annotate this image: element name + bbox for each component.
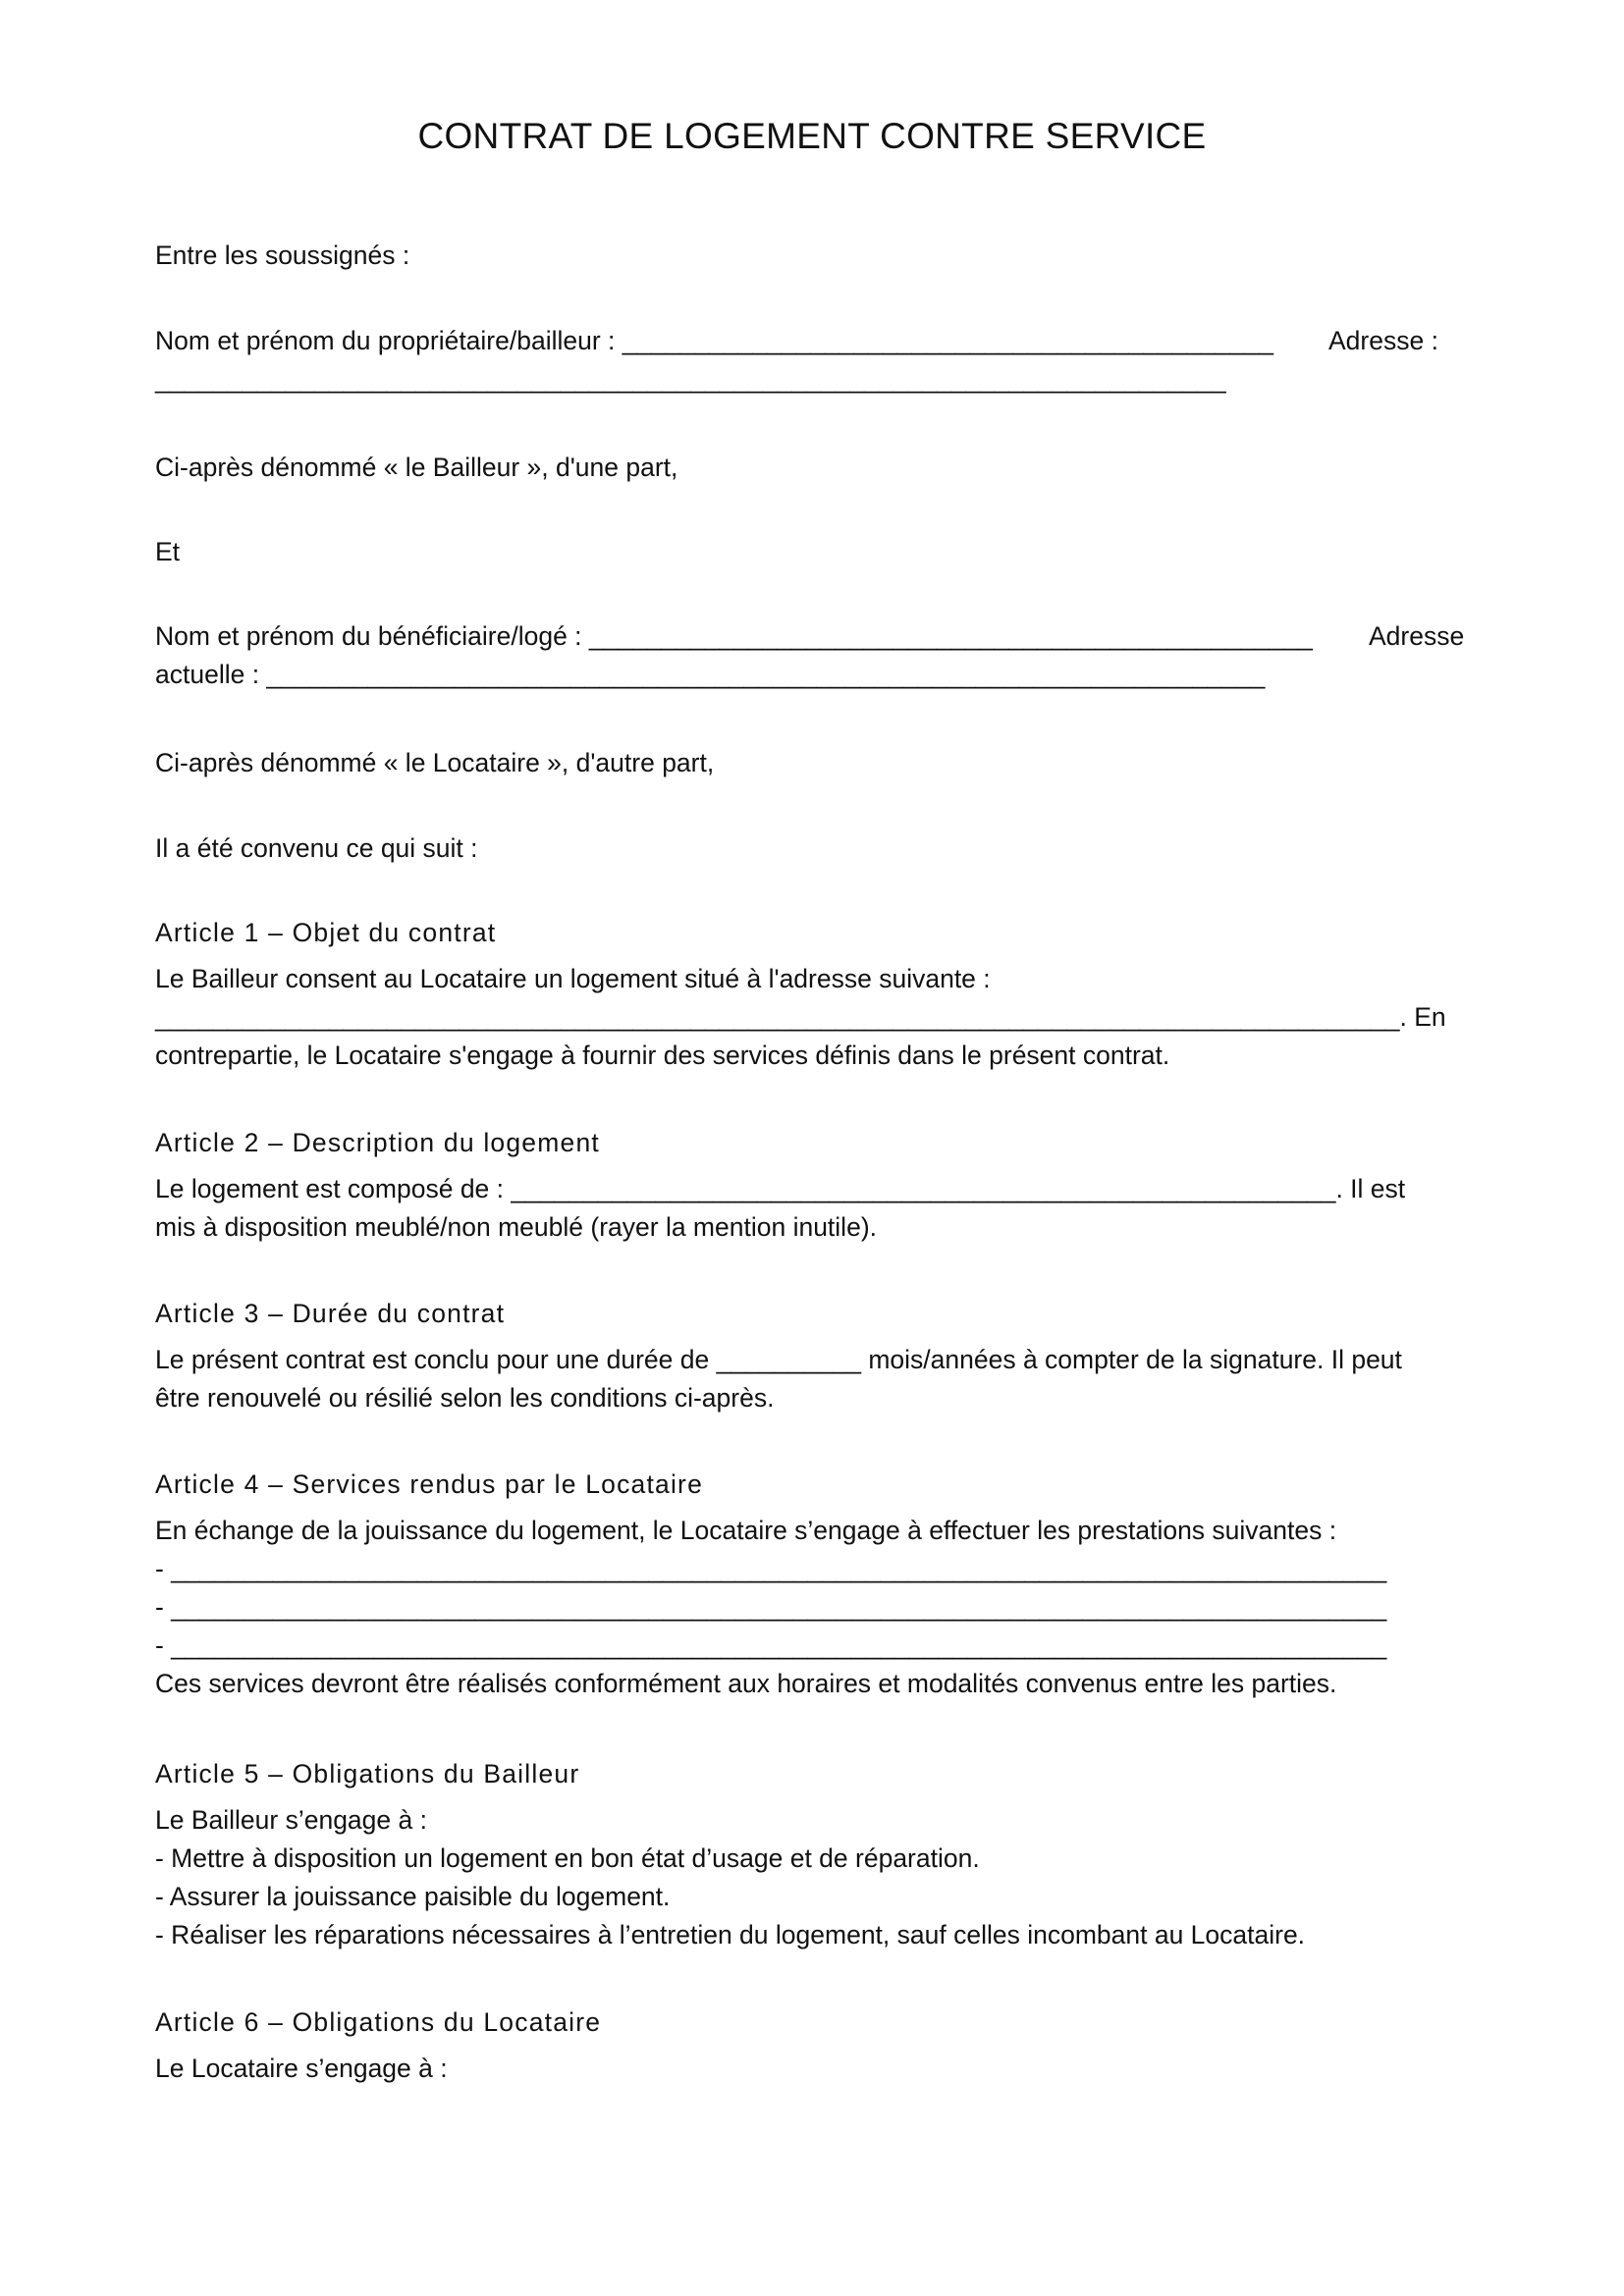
bailleur-name-line: Nom et prénom du propriétaire/bailleur : _____________________________________________: [155, 326, 1273, 355]
article-5-heading: Article 5 – Obligations du Bailleur: [155, 1759, 580, 1789]
locataire-address-line: actuelle : _____________________________________________________________________: [155, 660, 1266, 689]
article-1-line: contrepartie, le Locataire s'engage à fournir des services définis dans le présent contrat.: [155, 1041, 1170, 1070]
locataire-address-label: Adresse: [1369, 621, 1465, 651]
article-4-heading: Article 4 – Services rendus par le Locataire: [155, 1469, 704, 1499]
article-5-line: Le Bailleur s’engage à :: [155, 1805, 427, 1835]
article-4-blank-line: - ____________________________________________________________________________________: [155, 1554, 1387, 1583]
article-4-line: En échange de la jouissance du logement, le Locataire s’engage à effectuer les prestations suivantes :: [155, 1516, 1337, 1545]
convenu-text: Il a été convenu ce qui suit :: [155, 833, 478, 863]
article-5-line: - Assurer la jouissance paisible du logement.: [155, 1882, 671, 1911]
article-5-line: - Réaliser les réparations nécessaires à l’entretien du logement, sauf celles incombant au Locataire.: [155, 1920, 1306, 1949]
article-3-heading: Article 3 – Durée du contrat: [155, 1299, 506, 1328]
article-6-line: Le Locataire s’engage à :: [155, 2054, 448, 2083]
document-title: CONTRAT DE LOGEMENT CONTRE SERVICE: [417, 116, 1207, 156]
article-6-heading: Article 6 – Obligations du Locataire: [155, 2007, 602, 2037]
article-2-heading: Article 2 – Description du logement: [155, 1128, 600, 1157]
locataire-denomination: Ci-après dénommé « le Locataire », d'autre part,: [155, 748, 715, 777]
article-1-heading: Article 1 – Objet du contrat: [155, 918, 497, 947]
article-2-line: Le logement est composé de : _________________________________________________________. Il est: [155, 1174, 1406, 1203]
article-3-line: être renouvelé ou résilié selon les conditions ci-après.: [155, 1383, 775, 1413]
article-1-line: ______________________________________________________________________________________. En: [155, 1002, 1446, 1032]
article-3-line: Le présent contrat est conclu pour une durée de __________ mois/années à compter de la signature. Il peut: [155, 1345, 1402, 1374]
intro-text: Entre les soussignés :: [155, 240, 410, 270]
article-4-blank-line: - ____________________________________________________________________________________: [155, 1630, 1387, 1660]
bailleur-address-label: Adresse :: [1328, 326, 1438, 355]
article-5-line: - Mettre à disposition un logement en bon état d’usage et de réparation.: [155, 1843, 980, 1873]
locataire-name-line: Nom et prénom du bénéficiaire/logé : __________________________________________________: [155, 621, 1313, 651]
article-2-line: mis à disposition meublé/non meublé (rayer la mention inutile).: [155, 1212, 877, 1242]
bailleur-address-line: __________________________________________________________________________: [155, 364, 1226, 394]
et-text: Et: [155, 537, 181, 566]
article-1-line: Le Bailleur consent au Locataire un logement situé à l'adresse suivante :: [155, 964, 991, 993]
article-4-line: Ces services devront être réalisés conformément aux horaires et modalités convenus entre les parties.: [155, 1669, 1337, 1698]
bailleur-denomination: Ci-après dénommé « le Bailleur », d'une part,: [155, 453, 678, 482]
article-4-blank-line: - ____________________________________________________________________________________: [155, 1592, 1387, 1622]
